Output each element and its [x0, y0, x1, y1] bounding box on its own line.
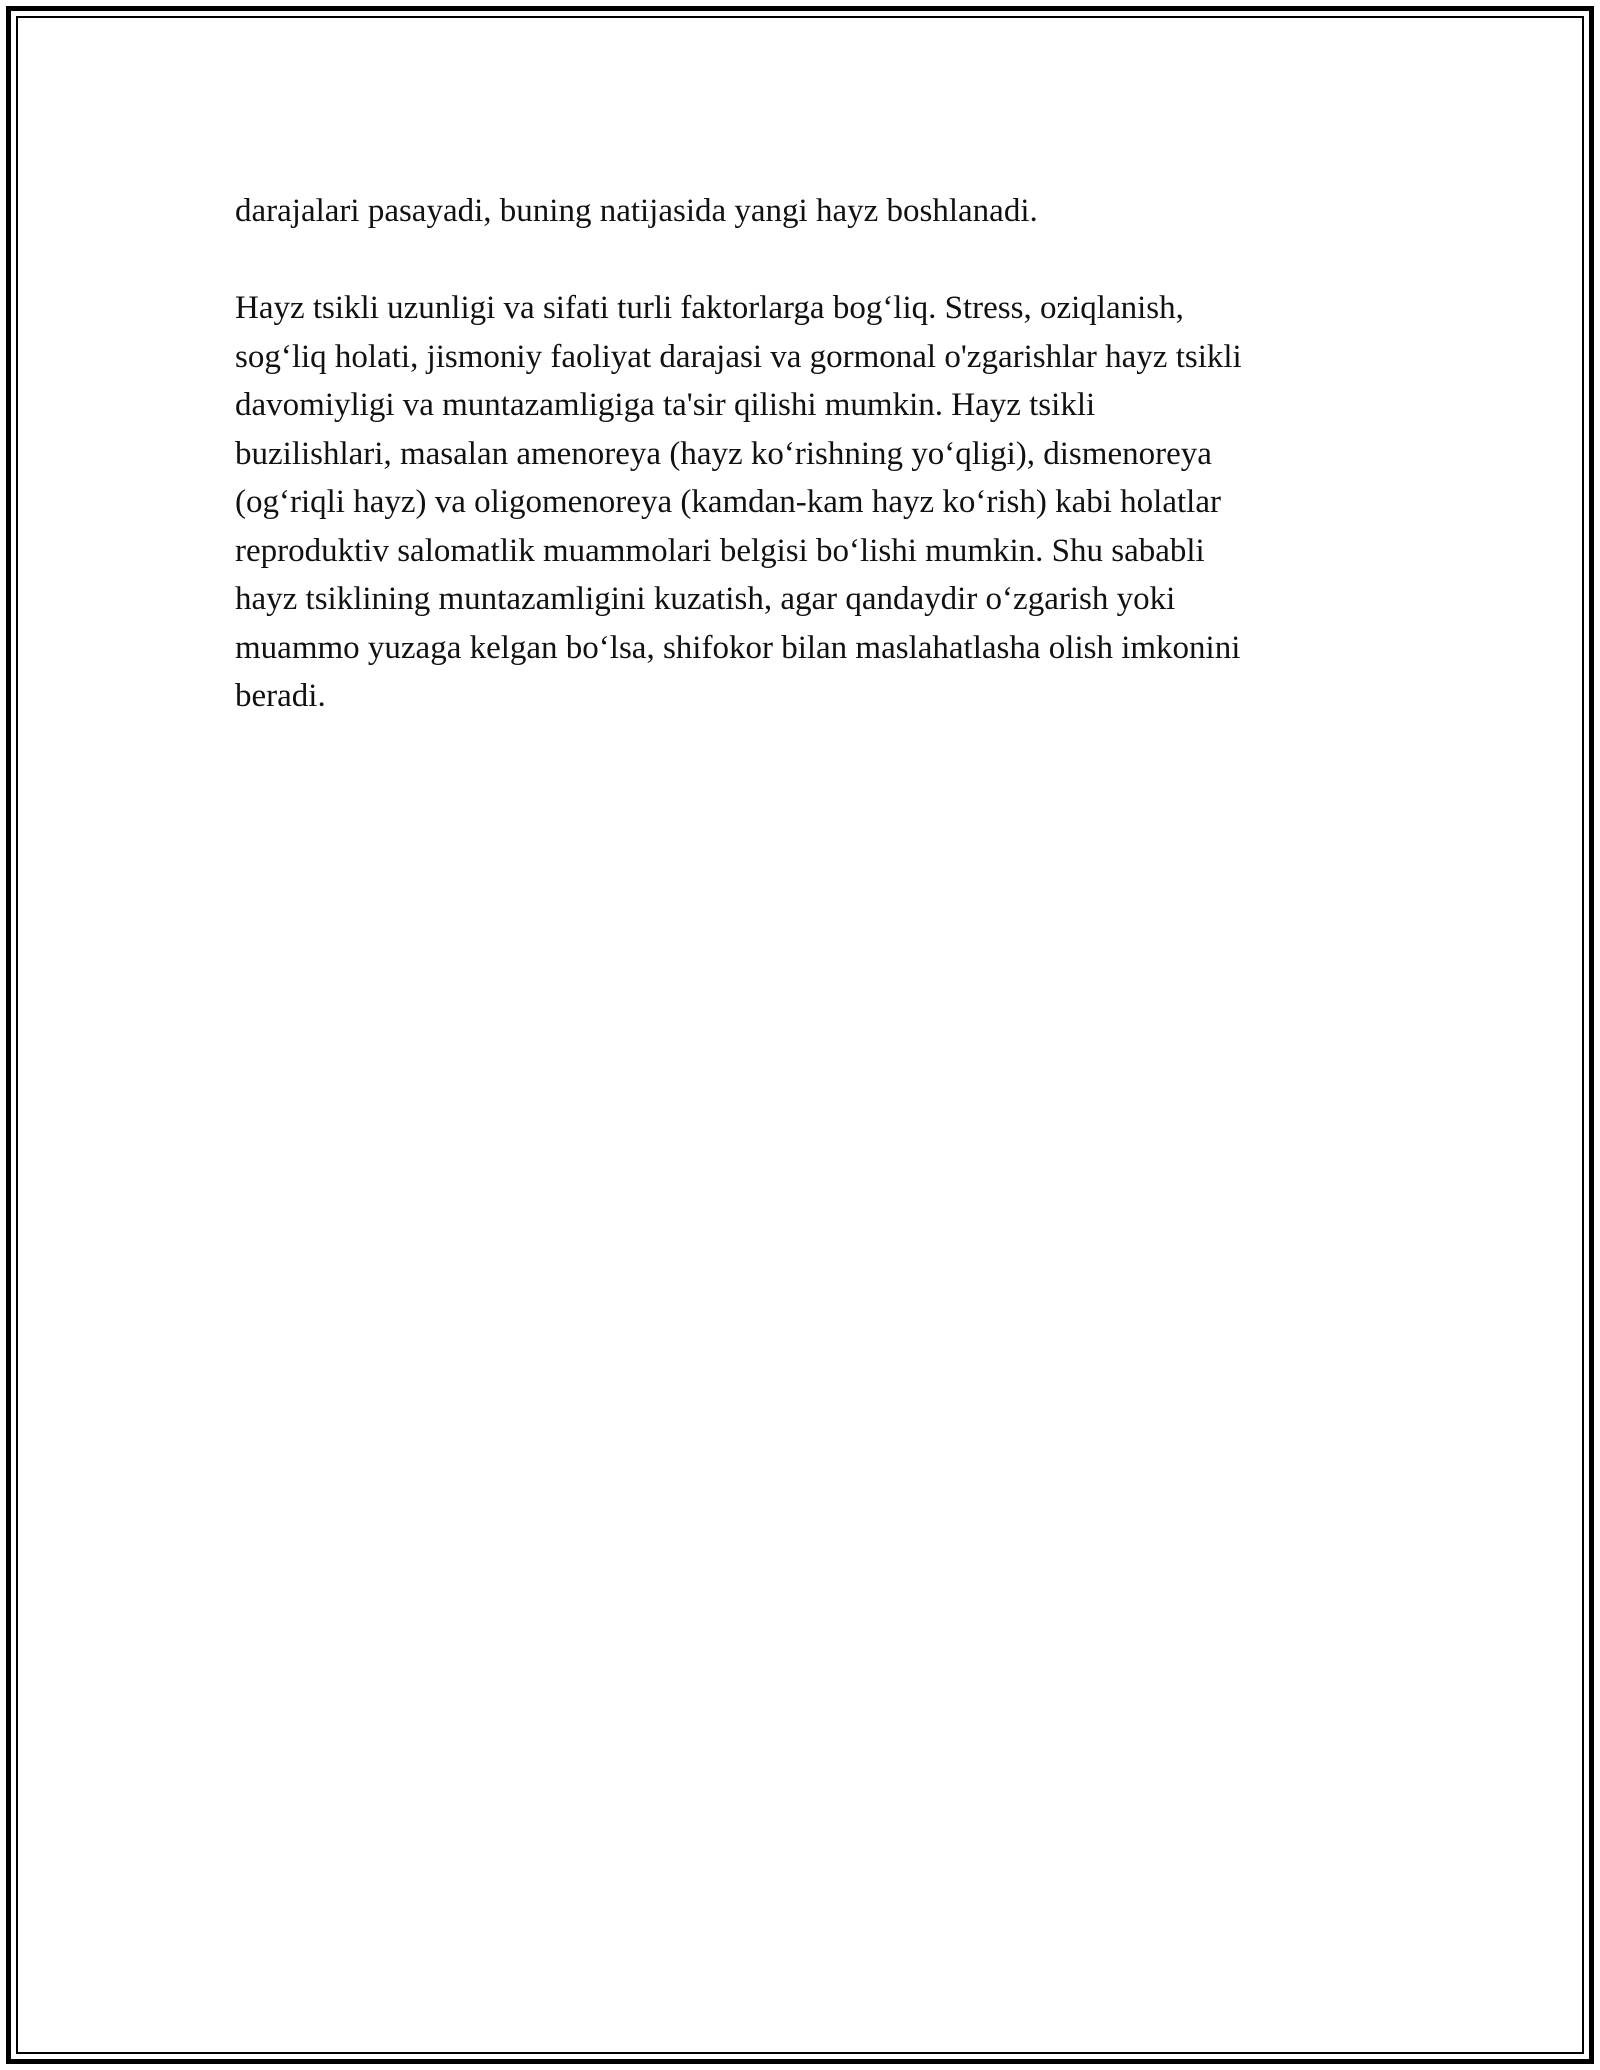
text-line: (og‘riqli hayz) va oligomenoreya (kamdan-kam hayz ko‘rish) kabi holatlar: [235, 484, 1221, 520]
paragraph-1: [235, 187, 1365, 236]
text-line: hayz tsiklining muntazamligini kuzatish, agar qandaydir o‘zgarish yoki: [235, 581, 1176, 617]
text-line: darajalari pasayadi, buning natijasida yangi hayz boshlanadi.: [235, 193, 1038, 229]
text-line: sog‘liq holati, jismoniy faoliyat darajasi va gormonal o'zgarishlar hayz tsikli: [235, 338, 1242, 375]
document-body: [235, 187, 1365, 721]
paragraph-2: [235, 284, 1365, 721]
text-line: reproduktiv salomatlik muammolari belgisi bo‘lishi mumkin. Shu sababli: [235, 532, 1205, 569]
text-line: Hayz tsikli uzunligi va sifati turli faktorlarga bog‘liq. Stress, oziqlanish,: [235, 290, 1184, 326]
text-line: beradi.: [235, 678, 326, 714]
text-line: davomiyligi va muntazamligiga ta'sir qilishi mumkin. Hayz tsikli: [235, 387, 1096, 423]
text-line: muammo yuzaga kelgan bo‘lsa, shifokor bilan maslahatlasha olish imkonini: [235, 629, 1241, 666]
text-line: buzilishlari, masalan amenoreya (hayz ko‘rishning yo‘qligi), dismenoreya: [235, 435, 1212, 472]
